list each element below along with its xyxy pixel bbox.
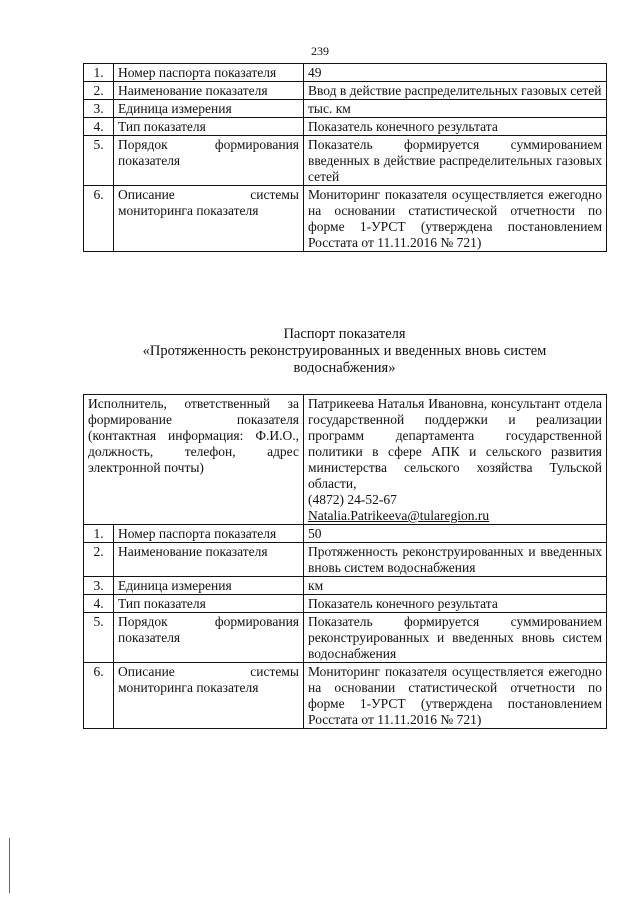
row-value: Показатель конечного результата [304,118,607,136]
table-row [84,136,607,186]
table-row [84,186,607,252]
row-value: 50 [304,525,607,543]
row-value: Показатель конечного результата [304,595,607,613]
row-number: 5. [84,136,114,186]
row-number: 5. [84,613,114,663]
passport-heading [83,326,606,377]
row-number: 6. [84,663,114,729]
row-number: 6. [84,186,114,252]
row-value: 49 [304,64,607,82]
row-value: Ввод в действие распределительных газовых сетей [304,82,607,100]
row-value: Показатель формируется суммированием введенных в действие распределительных газовых сетей [304,136,607,186]
row-label: Порядок формирования показателя [114,613,304,663]
row-label: Тип показателя [114,595,304,613]
executor-phone: (4872) 24-52-67 [308,492,397,507]
row-value: Мониторинг показателя осуществляется ежегодно на основании статистической отчетности по форме 1-УРСТ (утверждена постановлением Росстата от 11.11.2016 № 721) [304,186,607,252]
row-number: 2. [84,543,114,577]
scan-margin-mark [9,838,10,893]
row-number: 2. [84,82,114,100]
row-number: 3. [84,100,114,118]
table-row [84,595,607,613]
executor-value [304,395,607,525]
table-row [84,613,607,663]
row-label: Порядок формирования показателя [114,136,304,186]
executor-info: Патрикеева Наталья Ивановна, консультант отдела государственной поддержки и реализации программ департамента государственной политики в сфере АПК и сельского развития министерства сельского хозяйства Тульской области, [308,396,603,491]
table-row [84,118,607,136]
passport-heading-line: Паспорт показателя [283,326,406,342]
row-number: 4. [84,118,114,136]
executor-email-link[interactable]: Natalia.Patrikeeva@tularegion.ru [308,508,490,523]
row-label: Описание системы мониторинга показателя [114,663,304,729]
table-row [84,100,607,118]
indicator-table-50 [83,394,607,729]
row-value: Протяженность реконструированных и введенных вновь систем водоснабжения [304,543,607,577]
row-value: Мониторинг показателя осуществляется ежегодно на основании статистической отчетности по форме 1-УРСТ (утверждена постановлением Росстата от 11.11.2016 № 721) [304,663,607,729]
row-number: 1. [84,525,114,543]
row-value: тыс. км [304,100,607,118]
row-number: 3. [84,577,114,595]
table-row [84,543,607,577]
row-number: 1. [84,64,114,82]
table-row [84,64,607,82]
table-row [84,82,607,100]
row-value: Показатель формируется суммированием реконструированных и введенных вновь систем водоснабжения [304,613,607,663]
passport-heading-line: водоснабжения» [293,360,396,376]
row-label: Наименование показателя [114,82,304,100]
row-label: Тип показателя [114,118,304,136]
passport-heading-line: «Протяженность реконструированных и введенных вновь систем [142,343,547,359]
row-value: км [304,577,607,595]
executor-label: Исполнитель, ответственный за формирование показателя (контактная информация: Ф.И.О., должность, телефон, адрес электронной почты) [84,395,304,525]
row-label: Единица измерения [114,577,304,595]
row-label: Единица измерения [114,100,304,118]
row-label: Описание системы мониторинга показателя [114,186,304,252]
row-label: Номер паспорта показателя [114,64,304,82]
table-row [84,663,607,729]
table-row [84,577,607,595]
table-row [84,525,607,543]
page-number: 239 [311,44,329,58]
row-label: Наименование показателя [114,543,304,577]
indicator-table-49 [83,63,607,252]
executor-row [84,395,607,525]
row-label: Номер паспорта показателя [114,525,304,543]
row-number: 4. [84,595,114,613]
